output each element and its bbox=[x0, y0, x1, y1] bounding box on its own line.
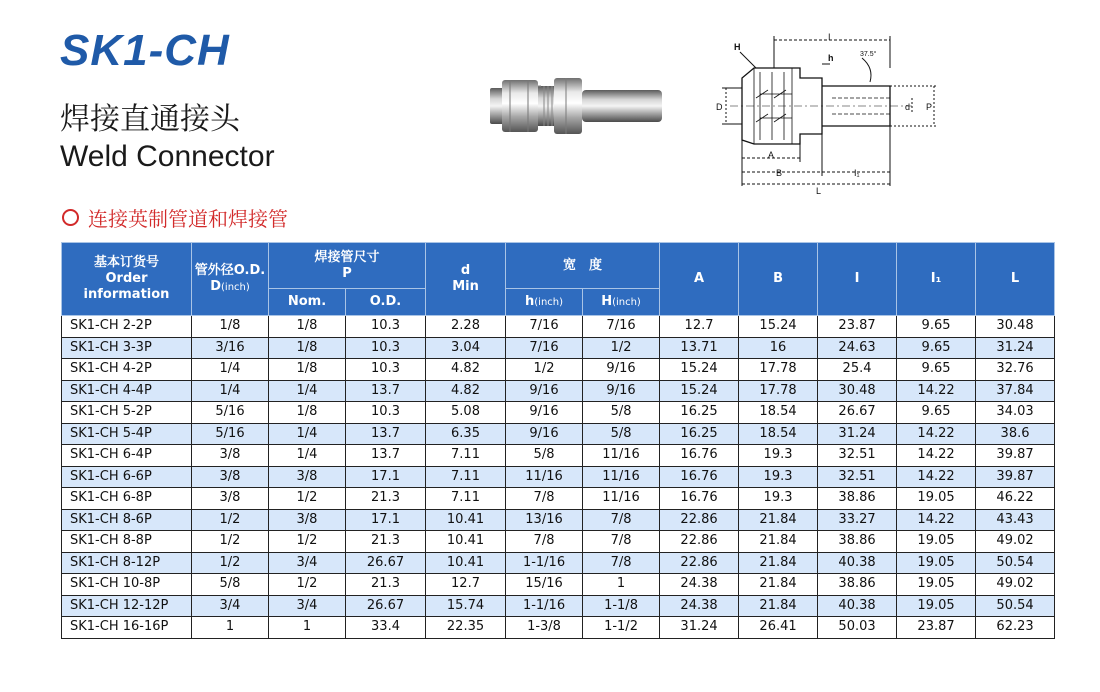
table-cell: 3/8 bbox=[269, 509, 346, 531]
table-cell: 7/8 bbox=[583, 509, 660, 531]
table-cell: 3/8 bbox=[269, 466, 346, 488]
header-h bbox=[506, 289, 583, 316]
table-cell: 10.3 bbox=[346, 402, 426, 424]
header-A: A bbox=[660, 243, 739, 316]
table-cell: 50.54 bbox=[976, 552, 1055, 574]
dim-label-H: H bbox=[734, 42, 741, 52]
dim-label-L: L bbox=[816, 186, 822, 196]
table-cell: 13.7 bbox=[346, 423, 426, 445]
table-cell: 11/16 bbox=[583, 466, 660, 488]
table-cell: 23.87 bbox=[897, 617, 976, 639]
table-cell: 13/16 bbox=[506, 509, 583, 531]
header-od-cn: 管外径O.D. bbox=[194, 262, 266, 278]
header-weld-cn: 焊接管尺寸 bbox=[314, 249, 380, 265]
table-cell: 14.22 bbox=[897, 509, 976, 531]
table-row bbox=[62, 337, 1055, 359]
table-cell: 22.86 bbox=[660, 509, 739, 531]
table-cell: 5/8 bbox=[583, 402, 660, 424]
order-code-cell: SK1-CH 16-16P bbox=[62, 617, 192, 639]
table-cell: 10.41 bbox=[426, 552, 506, 574]
table-cell: 10.41 bbox=[426, 509, 506, 531]
dim-label-angle: 37.5° bbox=[860, 51, 877, 58]
table-cell: 1/2 bbox=[269, 488, 346, 510]
header-order bbox=[62, 243, 192, 316]
table-row bbox=[62, 466, 1055, 488]
table-cell: 15/16 bbox=[506, 574, 583, 596]
table-cell: 1/4 bbox=[269, 445, 346, 467]
table-cell: 38.86 bbox=[818, 488, 897, 510]
table-cell: 13.71 bbox=[660, 337, 739, 359]
table-cell: 1-1/16 bbox=[506, 552, 583, 574]
table-cell: 19.05 bbox=[897, 552, 976, 574]
product-title-cn: 焊接直通接头 bbox=[60, 102, 240, 137]
table-cell: 1/8 bbox=[192, 316, 269, 338]
table-cell: 11/16 bbox=[583, 445, 660, 467]
table-cell: 17.1 bbox=[346, 466, 426, 488]
table-cell: 21.3 bbox=[346, 574, 426, 596]
table-cell: 23.87 bbox=[818, 316, 897, 338]
table-cell: 14.22 bbox=[897, 445, 976, 467]
order-code-cell: SK1-CH 2-2P bbox=[62, 316, 192, 338]
table-cell: 16.76 bbox=[660, 445, 739, 467]
table-cell: 1/8 bbox=[269, 337, 346, 359]
table-cell: 9.65 bbox=[897, 337, 976, 359]
circle-bullet-icon bbox=[62, 209, 79, 226]
table-cell: 32.51 bbox=[818, 445, 897, 467]
header-H-label: H bbox=[601, 293, 613, 309]
order-code-cell: SK1-CH 4-4P bbox=[62, 380, 192, 402]
table-cell: 9/16 bbox=[583, 359, 660, 381]
header-od bbox=[192, 243, 269, 316]
table-cell: 5/8 bbox=[506, 445, 583, 467]
table-cell: 18.54 bbox=[739, 423, 818, 445]
spec-table-body bbox=[62, 316, 1055, 639]
table-cell: 7/8 bbox=[583, 552, 660, 574]
table-cell: 5/16 bbox=[192, 423, 269, 445]
table-cell: 3/8 bbox=[192, 488, 269, 510]
product-photo bbox=[488, 70, 668, 142]
table-cell: 31.24 bbox=[660, 617, 739, 639]
table-cell: 38.86 bbox=[818, 531, 897, 553]
table-row bbox=[62, 574, 1055, 596]
table-cell: 21.84 bbox=[739, 531, 818, 553]
table-cell: 15.24 bbox=[660, 359, 739, 381]
table-cell: 14.22 bbox=[897, 466, 976, 488]
table-cell: 24.63 bbox=[818, 337, 897, 359]
table-cell: 33.27 bbox=[818, 509, 897, 531]
table-cell: 9.65 bbox=[897, 359, 976, 381]
header-L: L bbox=[976, 243, 1055, 316]
table-cell: 26.67 bbox=[346, 552, 426, 574]
table-cell: 21.84 bbox=[739, 595, 818, 617]
table-cell: 22.35 bbox=[426, 617, 506, 639]
order-code-cell: SK1-CH 6-8P bbox=[62, 488, 192, 510]
table-cell: 38.86 bbox=[818, 574, 897, 596]
table-cell: 7.11 bbox=[426, 466, 506, 488]
table-row bbox=[62, 595, 1055, 617]
table-row bbox=[62, 531, 1055, 553]
table-row bbox=[62, 316, 1055, 338]
table-cell: 1/8 bbox=[269, 402, 346, 424]
header-od-p: O.D. bbox=[346, 289, 426, 316]
section-subtitle-text: 连接英制管道和焊接管 bbox=[88, 207, 288, 231]
table-cell: 15.74 bbox=[426, 595, 506, 617]
header-B: B bbox=[739, 243, 818, 316]
dim-label-P: P bbox=[926, 102, 933, 112]
header-I: I bbox=[818, 243, 897, 316]
table-cell: 10.3 bbox=[346, 316, 426, 338]
table-cell: 3/4 bbox=[269, 595, 346, 617]
table-cell: 7/16 bbox=[506, 316, 583, 338]
table-cell: 39.87 bbox=[976, 466, 1055, 488]
order-code-cell: SK1-CH 8-12P bbox=[62, 552, 192, 574]
table-cell: 1/4 bbox=[269, 423, 346, 445]
table-cell: 32.51 bbox=[818, 466, 897, 488]
header-d-top: d bbox=[460, 263, 471, 278]
header-I1: I₁ bbox=[897, 243, 976, 316]
table-row bbox=[62, 445, 1055, 467]
table-cell: 9.65 bbox=[897, 402, 976, 424]
table-cell: 7.11 bbox=[426, 445, 506, 467]
header-nom: Nom. bbox=[269, 289, 346, 316]
table-cell: 49.02 bbox=[976, 574, 1055, 596]
header-H-unit: (inch) bbox=[612, 296, 641, 308]
dim-label-I1: I₁ bbox=[854, 168, 860, 178]
table-row bbox=[62, 359, 1055, 381]
table-cell: 16.25 bbox=[660, 423, 739, 445]
dim-label-I: I bbox=[828, 32, 831, 42]
table-cell: 5/16 bbox=[192, 402, 269, 424]
table-cell: 11/16 bbox=[583, 488, 660, 510]
order-code-cell: SK1-CH 3-3P bbox=[62, 337, 192, 359]
table-cell: 7/8 bbox=[583, 531, 660, 553]
table-cell: 15.24 bbox=[660, 380, 739, 402]
header-od-unit: (inch) bbox=[221, 281, 250, 293]
table-row bbox=[62, 423, 1055, 445]
table-cell: 43.43 bbox=[976, 509, 1055, 531]
product-title-en: Weld Connector bbox=[60, 140, 275, 173]
table-row bbox=[62, 380, 1055, 402]
table-cell: 1/8 bbox=[269, 316, 346, 338]
dim-label-d: d bbox=[905, 102, 911, 112]
table-cell: 7/8 bbox=[506, 488, 583, 510]
table-cell: 1 bbox=[192, 617, 269, 639]
table-cell: 39.87 bbox=[976, 445, 1055, 467]
table-cell: 34.03 bbox=[976, 402, 1055, 424]
table-cell: 49.02 bbox=[976, 531, 1055, 553]
table-cell: 7.11 bbox=[426, 488, 506, 510]
dim-label-A: A bbox=[768, 150, 775, 160]
table-cell: 16 bbox=[739, 337, 818, 359]
order-code-cell: SK1-CH 4-2P bbox=[62, 359, 192, 381]
table-cell: 1/2 bbox=[269, 574, 346, 596]
table-cell: 5/8 bbox=[583, 423, 660, 445]
table-cell: 14.22 bbox=[897, 423, 976, 445]
header-od-d: D bbox=[210, 278, 222, 294]
table-cell: 1-1/16 bbox=[506, 595, 583, 617]
table-cell: 31.24 bbox=[818, 423, 897, 445]
table-cell: 1 bbox=[269, 617, 346, 639]
table-cell: 22.86 bbox=[660, 552, 739, 574]
table-cell: 62.23 bbox=[976, 617, 1055, 639]
table-cell: 1/4 bbox=[269, 380, 346, 402]
table-cell: 21.84 bbox=[739, 509, 818, 531]
order-code-cell: SK1-CH 5-2P bbox=[62, 402, 192, 424]
table-cell: 9/16 bbox=[506, 402, 583, 424]
table-cell: 5/8 bbox=[192, 574, 269, 596]
header-h-unit: (inch) bbox=[534, 296, 564, 308]
table-cell: 32.76 bbox=[976, 359, 1055, 381]
table-cell: 19.05 bbox=[897, 531, 976, 553]
order-code-cell: SK1-CH 8-8P bbox=[62, 531, 192, 553]
table-cell: 46.22 bbox=[976, 488, 1055, 510]
table-cell: 5.08 bbox=[426, 402, 506, 424]
table-cell: 30.48 bbox=[818, 380, 897, 402]
order-code-cell: SK1-CH 8-6P bbox=[62, 509, 192, 531]
table-row bbox=[62, 617, 1055, 639]
header-H bbox=[583, 289, 660, 316]
table-cell: 3/8 bbox=[192, 466, 269, 488]
table-cell: 16.76 bbox=[660, 466, 739, 488]
table-cell: 21.3 bbox=[346, 488, 426, 510]
table-cell: 21.84 bbox=[739, 574, 818, 596]
table-cell: 1-3/8 bbox=[506, 617, 583, 639]
table-cell: 1/8 bbox=[269, 359, 346, 381]
spec-table bbox=[61, 242, 1055, 639]
table-cell: 17.78 bbox=[739, 359, 818, 381]
table-cell: 13.7 bbox=[346, 445, 426, 467]
order-code-cell: SK1-CH 12-12P bbox=[62, 595, 192, 617]
header-d bbox=[426, 243, 506, 316]
technical-drawing bbox=[712, 28, 952, 198]
table-cell: 1/4 bbox=[192, 359, 269, 381]
table-cell: 17.1 bbox=[346, 509, 426, 531]
table-cell: 26.67 bbox=[346, 595, 426, 617]
table-cell: 1/2 bbox=[192, 531, 269, 553]
table-cell: 3.04 bbox=[426, 337, 506, 359]
table-row bbox=[62, 488, 1055, 510]
table-cell: 13.7 bbox=[346, 380, 426, 402]
dim-label-D: D bbox=[716, 102, 723, 112]
table-cell: 19.3 bbox=[739, 466, 818, 488]
table-cell: 7/8 bbox=[506, 531, 583, 553]
table-cell: 31.24 bbox=[976, 337, 1055, 359]
table-cell: 37.84 bbox=[976, 380, 1055, 402]
table-cell: 26.67 bbox=[818, 402, 897, 424]
table-cell: 19.05 bbox=[897, 595, 976, 617]
section-subtitle bbox=[62, 203, 288, 232]
table-cell: 1 bbox=[583, 574, 660, 596]
table-cell: 9/16 bbox=[583, 380, 660, 402]
table-cell: 50.54 bbox=[976, 595, 1055, 617]
table-cell: 30.48 bbox=[976, 316, 1055, 338]
order-code-cell: SK1-CH 6-4P bbox=[62, 445, 192, 467]
table-cell: 17.78 bbox=[739, 380, 818, 402]
table-cell: 10.3 bbox=[346, 359, 426, 381]
table-cell: 3/8 bbox=[192, 445, 269, 467]
header-width: 宽 度 bbox=[506, 243, 660, 289]
table-cell: 1/2 bbox=[192, 552, 269, 574]
table-cell: 19.3 bbox=[739, 445, 818, 467]
table-cell: 40.38 bbox=[818, 552, 897, 574]
table-cell: 9/16 bbox=[506, 423, 583, 445]
table-cell: 16.25 bbox=[660, 402, 739, 424]
table-cell: 4.82 bbox=[426, 359, 506, 381]
table-cell: 7/16 bbox=[506, 337, 583, 359]
table-cell: 15.24 bbox=[739, 316, 818, 338]
table-cell: 24.38 bbox=[660, 574, 739, 596]
table-cell: 3/4 bbox=[269, 552, 346, 574]
table-cell: 19.3 bbox=[739, 488, 818, 510]
table-cell: 16.76 bbox=[660, 488, 739, 510]
table-cell: 14.22 bbox=[897, 380, 976, 402]
table-cell: 7/16 bbox=[583, 316, 660, 338]
table-cell: 21.84 bbox=[739, 552, 818, 574]
table-cell: 24.38 bbox=[660, 595, 739, 617]
header-order-cn: 基本订货号 bbox=[93, 255, 159, 270]
header-d-bottom: Min bbox=[452, 279, 479, 294]
table-cell: 1/2 bbox=[583, 337, 660, 359]
product-code: SK1-CH bbox=[60, 26, 230, 75]
table-cell: 19.05 bbox=[897, 574, 976, 596]
table-cell: 50.03 bbox=[818, 617, 897, 639]
order-code-cell: SK1-CH 5-4P bbox=[62, 423, 192, 445]
table-cell: 1-1/2 bbox=[583, 617, 660, 639]
table-cell: 2.28 bbox=[426, 316, 506, 338]
order-code-cell: SK1-CH 6-6P bbox=[62, 466, 192, 488]
table-cell: 40.38 bbox=[818, 595, 897, 617]
order-code-cell: SK1-CH 10-8P bbox=[62, 574, 192, 596]
table-cell: 12.7 bbox=[660, 316, 739, 338]
table-cell: 12.7 bbox=[426, 574, 506, 596]
header-order-en: Order information bbox=[83, 271, 170, 302]
table-cell: 11/16 bbox=[506, 466, 583, 488]
header-h-label: h bbox=[525, 293, 535, 309]
table-cell: 4.82 bbox=[426, 380, 506, 402]
table-cell: 19.05 bbox=[897, 488, 976, 510]
table-row bbox=[62, 402, 1055, 424]
table-cell: 25.4 bbox=[818, 359, 897, 381]
table-cell: 1/2 bbox=[269, 531, 346, 553]
dim-label-h: h bbox=[828, 53, 834, 63]
table-cell: 22.86 bbox=[660, 531, 739, 553]
table-row bbox=[62, 509, 1055, 531]
table-cell: 6.35 bbox=[426, 423, 506, 445]
table-cell: 3/16 bbox=[192, 337, 269, 359]
header-weld bbox=[269, 243, 426, 289]
table-cell: 18.54 bbox=[739, 402, 818, 424]
table-row bbox=[62, 552, 1055, 574]
table-cell: 10.3 bbox=[346, 337, 426, 359]
table-cell: 21.3 bbox=[346, 531, 426, 553]
header-weld-p: P bbox=[342, 265, 352, 281]
table-cell: 1-1/8 bbox=[583, 595, 660, 617]
table-cell: 10.41 bbox=[426, 531, 506, 553]
table-cell: 38.6 bbox=[976, 423, 1055, 445]
table-cell: 9.65 bbox=[897, 316, 976, 338]
table-cell: 1/4 bbox=[192, 380, 269, 402]
table-cell: 33.4 bbox=[346, 617, 426, 639]
table-cell: 1/2 bbox=[192, 509, 269, 531]
table-cell: 9/16 bbox=[506, 380, 583, 402]
table-cell: 26.41 bbox=[739, 617, 818, 639]
dim-label-B: B bbox=[776, 168, 783, 178]
table-cell: 3/4 bbox=[192, 595, 269, 617]
table-cell: 1/2 bbox=[506, 359, 583, 381]
